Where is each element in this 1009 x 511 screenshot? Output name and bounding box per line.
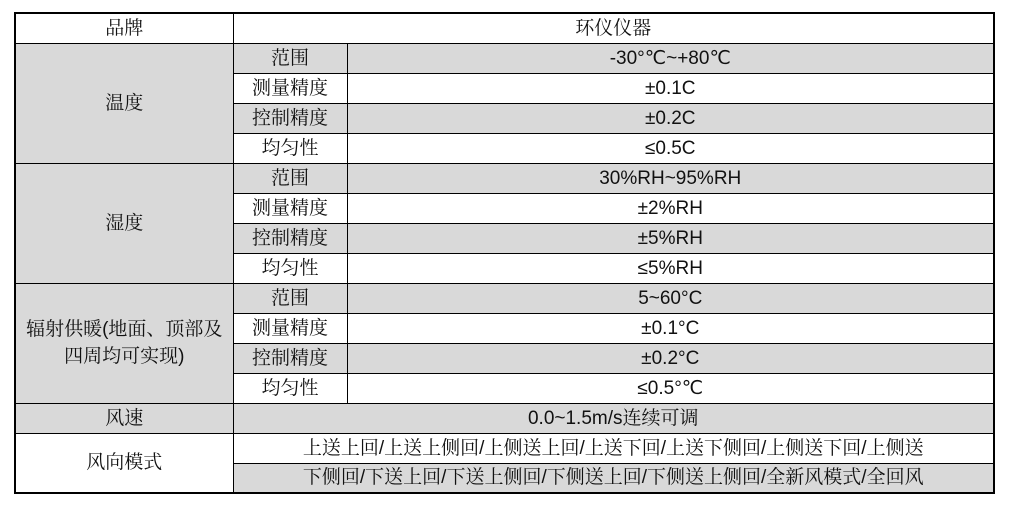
brand-value-cell: 环仪仪器 xyxy=(233,13,994,43)
product-spec-table xyxy=(14,12,995,494)
wind-mode-label-cell: 风向模式 xyxy=(15,433,233,493)
table-row xyxy=(15,433,994,463)
param-cell: 均匀性 xyxy=(233,133,347,163)
wind-speed-value-cell: 0.0~1.5m/s连续可调 xyxy=(233,403,994,433)
value-cell: 30%RH~95%RH xyxy=(347,163,994,193)
value-cell: ≤0.5°℃ xyxy=(347,373,994,403)
value-cell: ±0.1°C xyxy=(347,313,994,343)
table-row xyxy=(15,13,994,43)
param-cell: 均匀性 xyxy=(233,373,347,403)
param-cell: 测量精度 xyxy=(233,313,347,343)
section-label-temperature: 温度 xyxy=(15,43,233,163)
value-cell: ±0.2C xyxy=(347,103,994,133)
value-cell: ±2%RH xyxy=(347,193,994,223)
param-cell: 范围 xyxy=(233,43,347,73)
value-cell: ±0.1C xyxy=(347,73,994,103)
spec-table-container xyxy=(14,12,995,494)
value-cell: ±5%RH xyxy=(347,223,994,253)
param-cell: 范围 xyxy=(233,283,347,313)
param-cell: 范围 xyxy=(233,163,347,193)
value-cell: -30°℃~+80℃ xyxy=(347,43,994,73)
value-cell: ≤0.5C xyxy=(347,133,994,163)
param-cell: 测量精度 xyxy=(233,73,347,103)
brand-label-cell: 品牌 xyxy=(15,13,233,43)
param-cell: 控制精度 xyxy=(233,223,347,253)
param-cell: 控制精度 xyxy=(233,103,347,133)
table-row xyxy=(15,43,994,73)
section-label-humidity: 湿度 xyxy=(15,163,233,283)
wind-mode-value-cell-line2: 下侧回/下送上回/下送上侧回/下侧送上回/下侧送上侧回/全新风模式/全回风 xyxy=(233,463,994,493)
param-cell: 控制精度 xyxy=(233,343,347,373)
table-row xyxy=(15,403,994,433)
param-cell: 测量精度 xyxy=(233,193,347,223)
wind-speed-label-cell: 风速 xyxy=(15,403,233,433)
value-cell: ≤5%RH xyxy=(347,253,994,283)
section-label-radiant-heating: 辐射供暖(地面、顶部及四周均可实现) xyxy=(15,283,233,403)
table-row xyxy=(15,283,994,313)
wind-mode-value-cell-line1: 上送上回/上送上侧回/上侧送上回/上送下回/上送下侧回/上侧送下回/上侧送 xyxy=(233,433,994,463)
value-cell: ±0.2°C xyxy=(347,343,994,373)
param-cell: 均匀性 xyxy=(233,253,347,283)
table-row xyxy=(15,163,994,193)
value-cell: 5~60°C xyxy=(347,283,994,313)
